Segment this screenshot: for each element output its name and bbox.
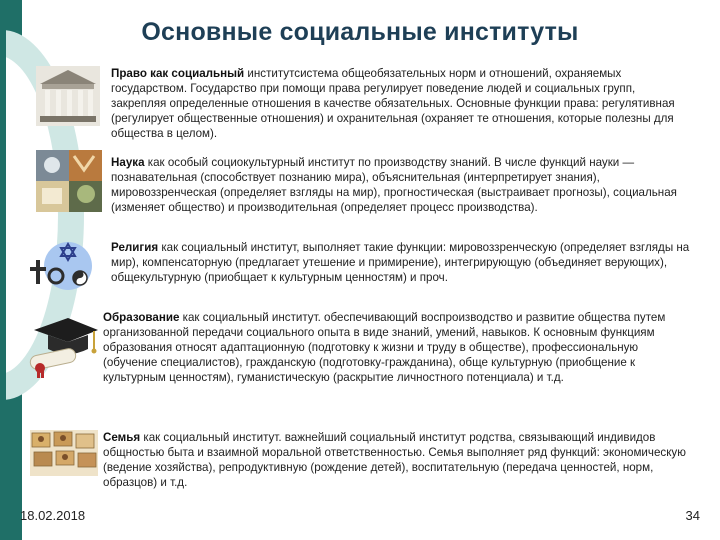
section-religion-text: как социальный институт, выполняет такие функции: мировоззренческую (определяет взгляды на мир), компенсаторную (предлагает утешение и примирение), интегрирующую (объединяет верующих), общекультурную (приобщает к культурным ценностям) и проч.: [111, 241, 690, 284]
section-law: [111, 66, 693, 141]
graduation-cap-diploma-image: [28, 316, 100, 378]
section-law-text: институтсистема общеобязательных норм и отношений, охраняемых государством. Государство при помощи права регулирует поведение людей и социальных групп, закрепляя определенные отношения в качестве обязательных. Основные функции права: регулятивная (регулирует общественные отношения) и охранительная (охраняет те отношения, которые полезны для общества в целом).: [111, 67, 675, 140]
section-law-term: Право как социальный: [111, 67, 245, 80]
section-education-term: Образование: [103, 311, 180, 324]
section-education-text: как социальный институт. обеспечивающий воспроизводство и развитие общества путем организованной передачи социального опыта в виде знаний, умений, навыков. К основным функциям образования относят адаптационную (подготовку к жизни и труду в обществе), профессиональную (обучение специалистов), гражданскую (подготовку-гражданина), обще культурную (приобщение к культурным ценностям), гуманистическую (раскрытие личностного потенциала) и т.д.: [103, 311, 666, 384]
section-science-term: Наука: [111, 156, 145, 169]
page-number: 34: [685, 508, 700, 523]
family-photos-image: [30, 430, 98, 476]
slide-title: Основные социальные институты: [141, 18, 579, 46]
section-family: [103, 430, 693, 490]
section-religion-term: Религия: [111, 241, 159, 254]
slide-date: 18.02.2018: [20, 508, 86, 523]
section-education: [103, 310, 693, 385]
religious-symbols-image: [30, 236, 94, 292]
section-religion: [111, 240, 693, 285]
science-collage-image: [36, 150, 102, 212]
section-family-term: Семья: [103, 431, 141, 444]
section-science-text: как особый социокультурный институт по производству знаний. В числе функций науки — познавательная (способствует познанию мира), объяснительная (интерпретирует знания), мировоззренческая (определяет взгляды на мир), прогностическая (выстраивает прогнозы), социальная (изменяет общество) и производительная (определяет процесс производства).: [111, 156, 677, 214]
section-family-text: как социальный институт. важнейший социальный институт родства, связывающий индивидов общностью быта и взаимной моральной ответственностью. Семья выполняет ряд функций: экономическую (ведение хозяйства), репродуктивную (рождение детей), воспитательную (передача ценностей, норм, образцов) и т.д.: [103, 431, 686, 489]
courthouse-image: [36, 66, 100, 126]
section-science: [111, 155, 693, 215]
